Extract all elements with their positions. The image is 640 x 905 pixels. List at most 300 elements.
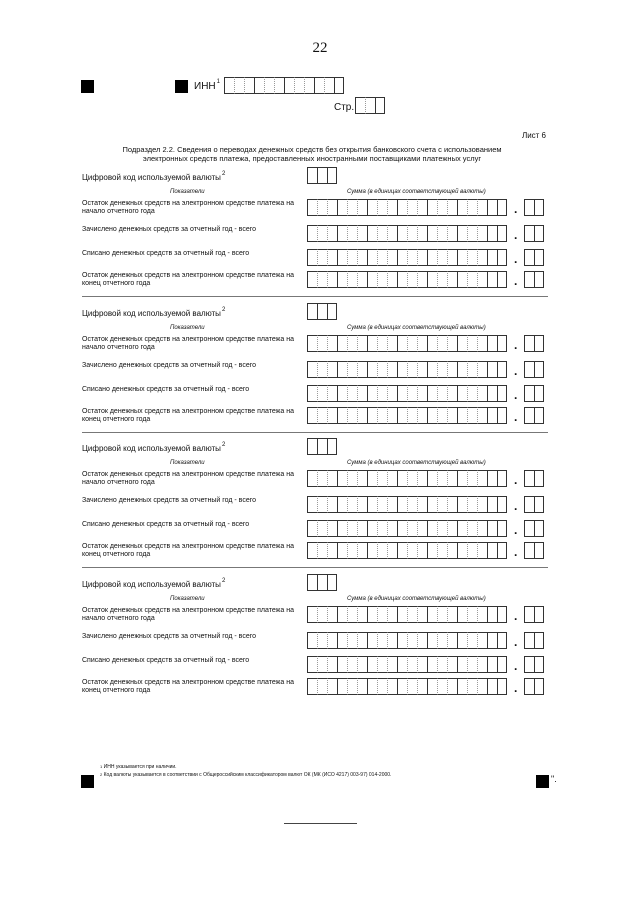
input-cell[interactable]: [334, 77, 344, 94]
input-cell[interactable]: [407, 542, 417, 559]
sum-fraction-cells[interactable]: [524, 606, 544, 623]
input-cell[interactable]: [347, 199, 357, 216]
input-cell[interactable]: [347, 407, 357, 424]
input-cell[interactable]: [367, 656, 377, 673]
input-cell[interactable]: [307, 361, 317, 378]
input-cell[interactable]: [457, 496, 467, 513]
input-cell[interactable]: [377, 496, 387, 513]
input-cell[interactable]: [447, 335, 457, 352]
input-cell[interactable]: [497, 542, 507, 559]
input-cell[interactable]: [467, 385, 477, 402]
input-cell[interactable]: [447, 271, 457, 288]
input-cell[interactable]: [337, 249, 347, 266]
input-cell[interactable]: [497, 632, 507, 649]
input-cell[interactable]: [327, 361, 337, 378]
input-cell[interactable]: [524, 335, 534, 352]
input-cell[interactable]: [355, 97, 365, 114]
input-cell[interactable]: [397, 520, 407, 537]
input-cell[interactable]: [487, 678, 497, 695]
input-cell[interactable]: [477, 520, 487, 537]
input-cell[interactable]: [397, 199, 407, 216]
input-cell[interactable]: [417, 678, 427, 695]
input-cell[interactable]: [427, 606, 437, 623]
input-cell[interactable]: [347, 520, 357, 537]
input-cell[interactable]: [397, 656, 407, 673]
input-cell[interactable]: [317, 656, 327, 673]
sum-integer-cells[interactable]: [307, 542, 507, 559]
input-cell[interactable]: [447, 385, 457, 402]
input-cell[interactable]: [327, 574, 337, 591]
sum-fraction-cells[interactable]: [524, 678, 544, 695]
input-cell[interactable]: [357, 407, 367, 424]
input-cell[interactable]: [487, 271, 497, 288]
input-cell[interactable]: [317, 335, 327, 352]
input-cell[interactable]: [357, 271, 367, 288]
input-cell[interactable]: [437, 385, 447, 402]
input-cell[interactable]: [477, 678, 487, 695]
input-cell[interactable]: [347, 606, 357, 623]
input-cell[interactable]: [477, 470, 487, 487]
input-cell[interactable]: [524, 542, 534, 559]
sum-integer-cells[interactable]: [307, 407, 507, 424]
input-cell[interactable]: [407, 335, 417, 352]
input-cell[interactable]: [327, 303, 337, 320]
input-cell[interactable]: [427, 520, 437, 537]
input-cell[interactable]: [417, 361, 427, 378]
input-cell[interactable]: [427, 542, 437, 559]
input-cell[interactable]: [407, 520, 417, 537]
input-cell[interactable]: [377, 678, 387, 695]
input-cell[interactable]: [317, 496, 327, 513]
input-cell[interactable]: [447, 249, 457, 266]
input-cell[interactable]: [307, 438, 317, 455]
input-cell[interactable]: [534, 470, 544, 487]
input-cell[interactable]: [367, 542, 377, 559]
input-cell[interactable]: [457, 470, 467, 487]
input-cell[interactable]: [397, 606, 407, 623]
input-cell[interactable]: [377, 470, 387, 487]
input-cell[interactable]: [347, 249, 357, 266]
input-cell[interactable]: [534, 496, 544, 513]
input-cell[interactable]: [534, 632, 544, 649]
input-cell[interactable]: [337, 542, 347, 559]
input-cell[interactable]: [337, 361, 347, 378]
input-cell[interactable]: [327, 656, 337, 673]
input-cell[interactable]: [377, 407, 387, 424]
input-cell[interactable]: [417, 225, 427, 242]
input-cell[interactable]: [367, 678, 377, 695]
input-cell[interactable]: [387, 542, 397, 559]
input-cell[interactable]: [457, 407, 467, 424]
input-cell[interactable]: [375, 97, 385, 114]
input-cell[interactable]: [437, 632, 447, 649]
input-cell[interactable]: [317, 303, 327, 320]
input-cell[interactable]: [377, 542, 387, 559]
input-cell[interactable]: [534, 606, 544, 623]
input-cell[interactable]: [497, 271, 507, 288]
input-cell[interactable]: [397, 470, 407, 487]
input-cell[interactable]: [357, 606, 367, 623]
input-cell[interactable]: [367, 249, 377, 266]
input-cell[interactable]: [357, 470, 367, 487]
input-cell[interactable]: [497, 249, 507, 266]
input-cell[interactable]: [357, 632, 367, 649]
input-cell[interactable]: [467, 632, 477, 649]
sum-integer-cells[interactable]: [307, 470, 507, 487]
input-cell[interactable]: [427, 656, 437, 673]
input-cell[interactable]: [437, 249, 447, 266]
input-cell[interactable]: [307, 199, 317, 216]
input-cell[interactable]: [417, 470, 427, 487]
input-cell[interactable]: [367, 632, 377, 649]
input-cell[interactable]: [437, 225, 447, 242]
input-cell[interactable]: [327, 225, 337, 242]
input-cell[interactable]: [497, 361, 507, 378]
inn-input-cells[interactable]: [224, 77, 344, 94]
input-cell[interactable]: [467, 407, 477, 424]
input-cell[interactable]: [447, 407, 457, 424]
input-cell[interactable]: [417, 271, 427, 288]
input-cell[interactable]: [317, 678, 327, 695]
input-cell[interactable]: [427, 225, 437, 242]
input-cell[interactable]: [347, 542, 357, 559]
input-cell[interactable]: [307, 225, 317, 242]
input-cell[interactable]: [337, 470, 347, 487]
input-cell[interactable]: [477, 632, 487, 649]
input-cell[interactable]: [357, 678, 367, 695]
input-cell[interactable]: [387, 520, 397, 537]
input-cell[interactable]: [387, 199, 397, 216]
input-cell[interactable]: [534, 656, 544, 673]
input-cell[interactable]: [367, 385, 377, 402]
input-cell[interactable]: [437, 470, 447, 487]
input-cell[interactable]: [534, 678, 544, 695]
input-cell[interactable]: [477, 606, 487, 623]
sum-integer-cells[interactable]: [307, 385, 507, 402]
input-cell[interactable]: [467, 361, 477, 378]
sum-integer-cells[interactable]: [307, 678, 507, 695]
input-cell[interactable]: [447, 225, 457, 242]
input-cell[interactable]: [477, 271, 487, 288]
input-cell[interactable]: [367, 496, 377, 513]
input-cell[interactable]: [307, 470, 317, 487]
input-cell[interactable]: [497, 520, 507, 537]
input-cell[interactable]: [377, 361, 387, 378]
input-cell[interactable]: [397, 496, 407, 513]
input-cell[interactable]: [377, 656, 387, 673]
sum-fraction-cells[interactable]: [524, 271, 544, 288]
input-cell[interactable]: [467, 678, 477, 695]
sum-fraction-cells[interactable]: [524, 407, 544, 424]
input-cell[interactable]: [534, 199, 544, 216]
input-cell[interactable]: [397, 249, 407, 266]
input-cell[interactable]: [487, 606, 497, 623]
input-cell[interactable]: [367, 470, 377, 487]
input-cell[interactable]: [467, 520, 477, 537]
input-cell[interactable]: [427, 385, 437, 402]
input-cell[interactable]: [477, 249, 487, 266]
sum-fraction-cells[interactable]: [524, 496, 544, 513]
input-cell[interactable]: [307, 520, 317, 537]
input-cell[interactable]: [377, 225, 387, 242]
input-cell[interactable]: [317, 438, 327, 455]
input-cell[interactable]: [457, 361, 467, 378]
sum-fraction-cells[interactable]: [524, 470, 544, 487]
input-cell[interactable]: [347, 496, 357, 513]
input-cell[interactable]: [487, 470, 497, 487]
sum-integer-cells[interactable]: [307, 271, 507, 288]
input-cell[interactable]: [447, 361, 457, 378]
input-cell[interactable]: [307, 574, 317, 591]
input-cell[interactable]: [407, 470, 417, 487]
input-cell[interactable]: [427, 470, 437, 487]
input-cell[interactable]: [467, 271, 477, 288]
input-cell[interactable]: [457, 271, 467, 288]
input-cell[interactable]: [487, 361, 497, 378]
input-cell[interactable]: [347, 361, 357, 378]
sum-integer-cells[interactable]: [307, 225, 507, 242]
input-cell[interactable]: [534, 225, 544, 242]
input-cell[interactable]: [487, 385, 497, 402]
input-cell[interactable]: [307, 385, 317, 402]
input-cell[interactable]: [417, 606, 427, 623]
input-cell[interactable]: [294, 77, 304, 94]
input-cell[interactable]: [274, 77, 284, 94]
input-cell[interactable]: [447, 656, 457, 673]
input-cell[interactable]: [534, 335, 544, 352]
sum-integer-cells[interactable]: [307, 496, 507, 513]
input-cell[interactable]: [377, 271, 387, 288]
input-cell[interactable]: [387, 632, 397, 649]
input-cell[interactable]: [437, 496, 447, 513]
input-cell[interactable]: [457, 606, 467, 623]
input-cell[interactable]: [357, 361, 367, 378]
input-cell[interactable]: [437, 407, 447, 424]
input-cell[interactable]: [477, 385, 487, 402]
input-cell[interactable]: [317, 271, 327, 288]
input-cell[interactable]: [337, 632, 347, 649]
input-cell[interactable]: [477, 656, 487, 673]
input-cell[interactable]: [347, 470, 357, 487]
input-cell[interactable]: [307, 303, 317, 320]
input-cell[interactable]: [387, 249, 397, 266]
input-cell[interactable]: [387, 407, 397, 424]
input-cell[interactable]: [477, 407, 487, 424]
input-cell[interactable]: [327, 335, 337, 352]
sum-integer-cells[interactable]: [307, 656, 507, 673]
input-cell[interactable]: [307, 249, 317, 266]
input-cell[interactable]: [447, 542, 457, 559]
input-cell[interactable]: [367, 225, 377, 242]
input-cell[interactable]: [387, 385, 397, 402]
input-cell[interactable]: [457, 225, 467, 242]
input-cell[interactable]: [417, 407, 427, 424]
input-cell[interactable]: [337, 656, 347, 673]
input-cell[interactable]: [427, 632, 437, 649]
input-cell[interactable]: [487, 199, 497, 216]
input-cell[interactable]: [337, 407, 347, 424]
currency-code-cells[interactable]: [307, 303, 337, 320]
input-cell[interactable]: [417, 496, 427, 513]
input-cell[interactable]: [307, 678, 317, 695]
input-cell[interactable]: [407, 632, 417, 649]
input-cell[interactable]: [377, 199, 387, 216]
input-cell[interactable]: [417, 520, 427, 537]
input-cell[interactable]: [427, 271, 437, 288]
input-cell[interactable]: [457, 385, 467, 402]
input-cell[interactable]: [487, 632, 497, 649]
input-cell[interactable]: [307, 606, 317, 623]
page-input-cells[interactable]: [355, 97, 385, 114]
input-cell[interactable]: [327, 496, 337, 513]
input-cell[interactable]: [244, 77, 254, 94]
input-cell[interactable]: [387, 470, 397, 487]
input-cell[interactable]: [524, 361, 534, 378]
sum-integer-cells[interactable]: [307, 335, 507, 352]
input-cell[interactable]: [467, 496, 477, 513]
input-cell[interactable]: [487, 520, 497, 537]
input-cell[interactable]: [447, 470, 457, 487]
input-cell[interactable]: [324, 77, 334, 94]
sum-fraction-cells[interactable]: [524, 632, 544, 649]
input-cell[interactable]: [437, 199, 447, 216]
input-cell[interactable]: [234, 77, 244, 94]
input-cell[interactable]: [427, 361, 437, 378]
input-cell[interactable]: [317, 199, 327, 216]
input-cell[interactable]: [377, 385, 387, 402]
input-cell[interactable]: [327, 385, 337, 402]
input-cell[interactable]: [467, 335, 477, 352]
input-cell[interactable]: [477, 542, 487, 559]
input-cell[interactable]: [337, 225, 347, 242]
input-cell[interactable]: [307, 656, 317, 673]
input-cell[interactable]: [497, 385, 507, 402]
input-cell[interactable]: [337, 520, 347, 537]
input-cell[interactable]: [327, 167, 337, 184]
input-cell[interactable]: [387, 678, 397, 695]
input-cell[interactable]: [407, 606, 417, 623]
input-cell[interactable]: [467, 656, 477, 673]
input-cell[interactable]: [437, 361, 447, 378]
sum-fraction-cells[interactable]: [524, 542, 544, 559]
input-cell[interactable]: [307, 542, 317, 559]
sum-integer-cells[interactable]: [307, 361, 507, 378]
input-cell[interactable]: [284, 77, 294, 94]
input-cell[interactable]: [524, 678, 534, 695]
sum-integer-cells[interactable]: [307, 520, 507, 537]
sum-fraction-cells[interactable]: [524, 361, 544, 378]
input-cell[interactable]: [347, 271, 357, 288]
input-cell[interactable]: [417, 656, 427, 673]
input-cell[interactable]: [367, 606, 377, 623]
input-cell[interactable]: [337, 496, 347, 513]
input-cell[interactable]: [487, 542, 497, 559]
input-cell[interactable]: [387, 606, 397, 623]
input-cell[interactable]: [497, 606, 507, 623]
input-cell[interactable]: [327, 249, 337, 266]
sum-fraction-cells[interactable]: [524, 385, 544, 402]
input-cell[interactable]: [407, 385, 417, 402]
input-cell[interactable]: [327, 470, 337, 487]
input-cell[interactable]: [377, 632, 387, 649]
input-cell[interactable]: [377, 249, 387, 266]
input-cell[interactable]: [347, 656, 357, 673]
sum-integer-cells[interactable]: [307, 606, 507, 623]
input-cell[interactable]: [317, 225, 327, 242]
input-cell[interactable]: [357, 520, 367, 537]
input-cell[interactable]: [367, 199, 377, 216]
input-cell[interactable]: [524, 520, 534, 537]
input-cell[interactable]: [317, 167, 327, 184]
input-cell[interactable]: [437, 520, 447, 537]
input-cell[interactable]: [347, 632, 357, 649]
input-cell[interactable]: [427, 249, 437, 266]
input-cell[interactable]: [327, 542, 337, 559]
sum-fraction-cells[interactable]: [524, 249, 544, 266]
input-cell[interactable]: [417, 249, 427, 266]
input-cell[interactable]: [347, 225, 357, 242]
input-cell[interactable]: [534, 385, 544, 402]
input-cell[interactable]: [314, 77, 324, 94]
input-cell[interactable]: [387, 271, 397, 288]
input-cell[interactable]: [497, 335, 507, 352]
input-cell[interactable]: [365, 97, 375, 114]
input-cell[interactable]: [224, 77, 234, 94]
input-cell[interactable]: [317, 361, 327, 378]
input-cell[interactable]: [357, 199, 367, 216]
input-cell[interactable]: [457, 249, 467, 266]
input-cell[interactable]: [317, 470, 327, 487]
input-cell[interactable]: [457, 199, 467, 216]
input-cell[interactable]: [317, 249, 327, 266]
input-cell[interactable]: [317, 574, 327, 591]
input-cell[interactable]: [534, 407, 544, 424]
input-cell[interactable]: [427, 496, 437, 513]
input-cell[interactable]: [417, 385, 427, 402]
input-cell[interactable]: [534, 520, 544, 537]
input-cell[interactable]: [347, 335, 357, 352]
input-cell[interactable]: [327, 678, 337, 695]
sum-fraction-cells[interactable]: [524, 335, 544, 352]
input-cell[interactable]: [317, 385, 327, 402]
input-cell[interactable]: [327, 407, 337, 424]
input-cell[interactable]: [357, 249, 367, 266]
sum-integer-cells[interactable]: [307, 632, 507, 649]
input-cell[interactable]: [457, 335, 467, 352]
input-cell[interactable]: [437, 606, 447, 623]
input-cell[interactable]: [397, 335, 407, 352]
input-cell[interactable]: [407, 656, 417, 673]
input-cell[interactable]: [447, 199, 457, 216]
input-cell[interactable]: [367, 361, 377, 378]
input-cell[interactable]: [337, 335, 347, 352]
input-cell[interactable]: [407, 199, 417, 216]
input-cell[interactable]: [467, 199, 477, 216]
input-cell[interactable]: [327, 199, 337, 216]
input-cell[interactable]: [304, 77, 314, 94]
input-cell[interactable]: [407, 249, 417, 266]
input-cell[interactable]: [407, 271, 417, 288]
input-cell[interactable]: [457, 632, 467, 649]
input-cell[interactable]: [417, 632, 427, 649]
input-cell[interactable]: [457, 542, 467, 559]
sum-fraction-cells[interactable]: [524, 520, 544, 537]
input-cell[interactable]: [417, 542, 427, 559]
input-cell[interactable]: [407, 225, 417, 242]
input-cell[interactable]: [477, 199, 487, 216]
input-cell[interactable]: [467, 542, 477, 559]
input-cell[interactable]: [337, 199, 347, 216]
